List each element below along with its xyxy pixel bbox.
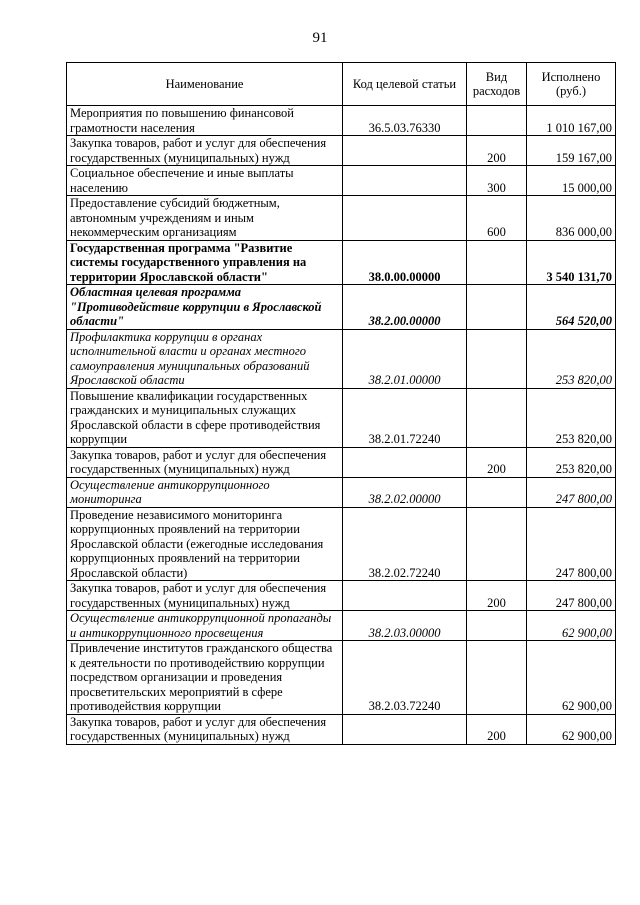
row-name: Проведение независимого мониторинга коррупционных проявлений на территории Ярославской области (ежегодные исследования коррупционных проявлений на территории Ярославской области) (67, 507, 343, 581)
row-type: 600 (467, 196, 527, 241)
table-row (67, 641, 616, 715)
row-sum: 62 900,00 (527, 611, 616, 641)
row-sum: 247 800,00 (527, 507, 616, 581)
row-sum: 253 820,00 (527, 447, 616, 477)
table-row (67, 285, 616, 330)
table-row (67, 106, 616, 136)
row-sum: 247 800,00 (527, 477, 616, 507)
row-type: 200 (467, 714, 527, 744)
row-name: Осуществление антикоррупционной пропаганды и антикоррупционного просвещения (67, 611, 343, 641)
row-name: Повышение квалификации государственных гражданских и муниципальных служащих Ярославской области в сфере противодействия коррупции (67, 388, 343, 447)
row-code (343, 581, 467, 611)
row-type (467, 507, 527, 581)
row-type: 300 (467, 166, 527, 196)
row-type (467, 106, 527, 136)
row-code: 38.2.02.00000 (343, 477, 467, 507)
table-row (67, 507, 616, 581)
table-row (67, 477, 616, 507)
row-code (343, 166, 467, 196)
header-name: Наименование (67, 63, 343, 106)
row-type (467, 611, 527, 641)
row-sum: 564 520,00 (527, 285, 616, 330)
header-type: Вид расходов (467, 63, 527, 106)
header-code: Код целевой статьи (343, 63, 467, 106)
table-header-row (67, 63, 616, 106)
row-name: Областная целевая программа "Противодействие коррупции в Ярославской области" (67, 285, 343, 330)
row-name: Профилактика коррупции в органах исполнительной власти и органах местного самоуправления муниципальных образований Ярославской области (67, 329, 343, 388)
row-sum: 253 820,00 (527, 329, 616, 388)
row-name: Социальное обеспечение и иные выплаты населению (67, 166, 343, 196)
row-name: Закупка товаров, работ и услуг для обеспечения государственных (муниципальных) нужд (67, 447, 343, 477)
row-code: 38.2.01.00000 (343, 329, 467, 388)
row-name: Предоставление субсидий бюджетным, автономным учреждениям и иным некоммерческим организациям (67, 196, 343, 241)
row-sum: 1 010 167,00 (527, 106, 616, 136)
row-name: Привлечение институтов гражданского общества к деятельности по противодействию коррупции посредством организации и проведения просветительских мероприятий в сфере противодействия коррупции (67, 641, 343, 715)
row-sum: 247 800,00 (527, 581, 616, 611)
row-name: Мероприятия по повышению финансовой грамотности населения (67, 106, 343, 136)
table-row (67, 388, 616, 447)
table-row (67, 240, 616, 285)
row-code: 38.2.00.00000 (343, 285, 467, 330)
row-name: Государственная программа "Развитие системы государственного управления на территории Ярославской области" (67, 240, 343, 285)
row-type (467, 477, 527, 507)
row-type (467, 388, 527, 447)
row-code: 36.5.03.76330 (343, 106, 467, 136)
row-name: Закупка товаров, работ и услуг для обеспечения государственных (муниципальных) нужд (67, 581, 343, 611)
row-name: Осуществление антикоррупционного мониторинга (67, 477, 343, 507)
row-sum: 253 820,00 (527, 388, 616, 447)
row-sum: 62 900,00 (527, 641, 616, 715)
row-type (467, 329, 527, 388)
page-number: 91 (312, 30, 328, 46)
row-code: 38.2.03.72240 (343, 641, 467, 715)
table-row (67, 581, 616, 611)
table-row (67, 196, 616, 241)
row-sum: 159 167,00 (527, 136, 616, 166)
row-code: 38.2.03.00000 (343, 611, 467, 641)
row-code: 38.0.00.00000 (343, 240, 467, 285)
row-code (343, 136, 467, 166)
row-sum: 62 900,00 (527, 714, 616, 744)
row-code: 38.2.02.72240 (343, 507, 467, 581)
table-row (67, 447, 616, 477)
row-sum: 3 540 131,70 (527, 240, 616, 285)
row-code (343, 447, 467, 477)
row-code (343, 714, 467, 744)
row-type: 200 (467, 136, 527, 166)
table-row (67, 611, 616, 641)
row-code: 38.2.01.72240 (343, 388, 467, 447)
budget-table (66, 62, 616, 745)
row-name: Закупка товаров, работ и услуг для обеспечения государственных (муниципальных) нужд (67, 714, 343, 744)
row-type (467, 285, 527, 330)
table-row (67, 166, 616, 196)
table-row (67, 329, 616, 388)
table-row (67, 136, 616, 166)
row-type: 200 (467, 447, 527, 477)
row-name: Закупка товаров, работ и услуг для обеспечения государственных (муниципальных) нужд (67, 136, 343, 166)
header-sum: Исполнено (руб.) (527, 63, 616, 106)
row-sum: 836 000,00 (527, 196, 616, 241)
row-sum: 15 000,00 (527, 166, 616, 196)
row-type: 200 (467, 581, 527, 611)
table-row (67, 714, 616, 744)
row-code (343, 196, 467, 241)
row-type (467, 240, 527, 285)
row-type (467, 641, 527, 715)
